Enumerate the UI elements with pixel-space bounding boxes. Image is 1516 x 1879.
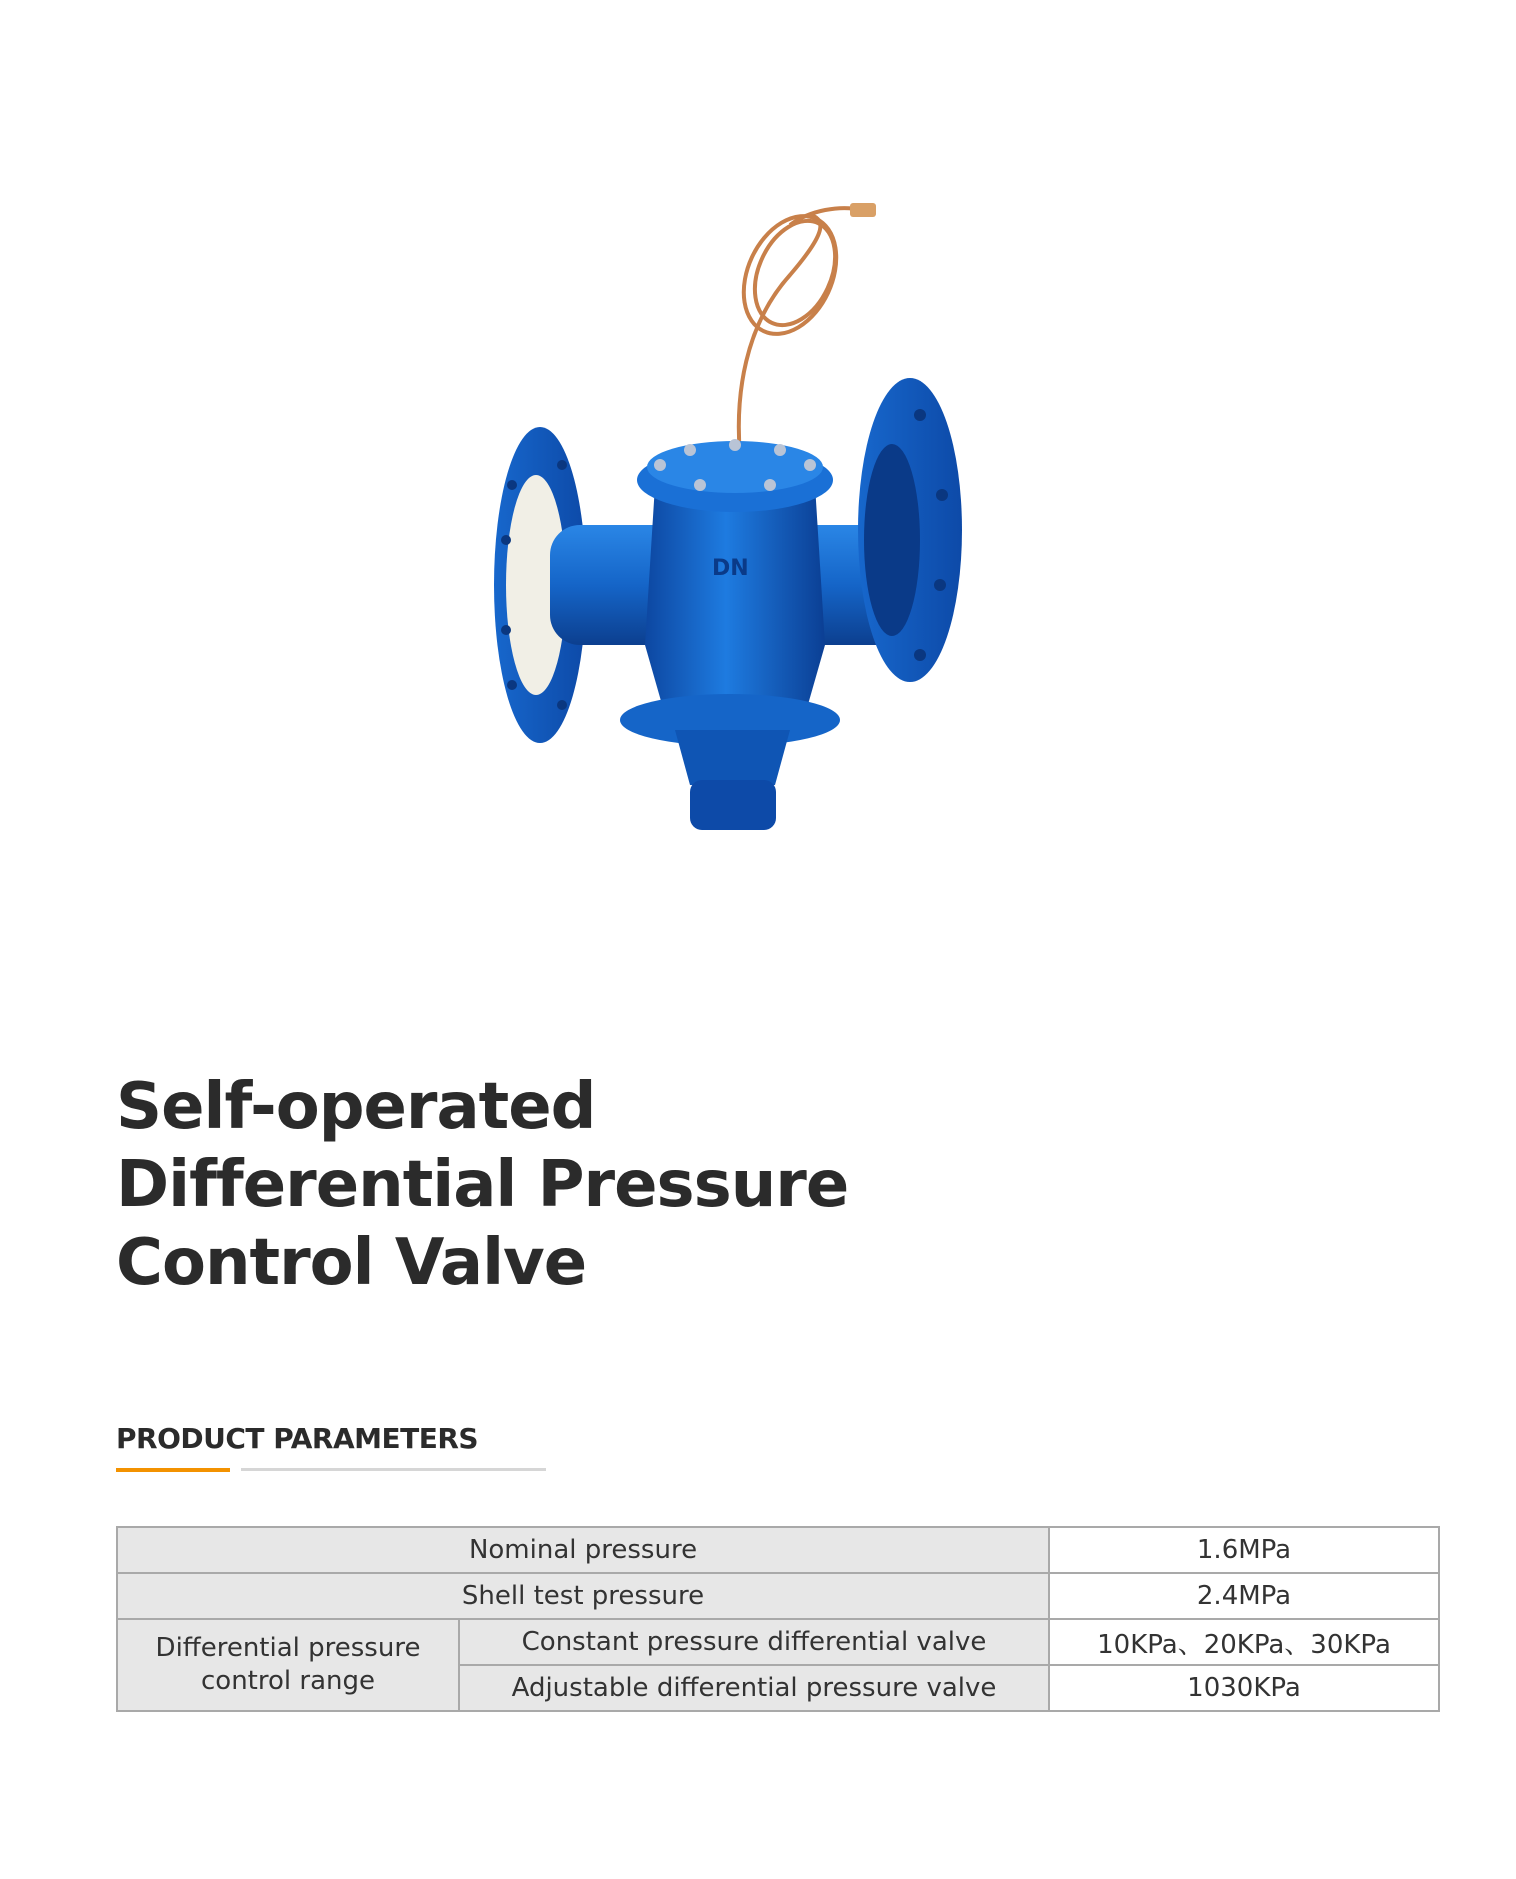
heading-grey-rule [241, 1468, 546, 1471]
group-label-line-2: control range [201, 1666, 375, 1696]
param-value: 2.4MPa [1049, 1573, 1439, 1619]
parameters-table [116, 1526, 1440, 1712]
valve-illustration [490, 195, 970, 835]
product-image [490, 195, 970, 835]
param-label: Shell test pressure [117, 1573, 1049, 1619]
title-line-3: Control Valve [116, 1226, 587, 1300]
table-row [117, 1619, 1439, 1665]
group-label-line-1: Differential pressure [155, 1633, 421, 1663]
param-value: 1.6MPa [1049, 1527, 1439, 1573]
section-heading: PRODUCT PARAMETERS [116, 1422, 479, 1455]
title-line-2: Differential Pressure [116, 1148, 849, 1222]
product-title [116, 1068, 1016, 1302]
bottom-cap [690, 780, 776, 830]
right-flange [858, 378, 962, 682]
param-label: Constant pressure differential valve [459, 1619, 1049, 1665]
param-value: 1030KPa [1049, 1665, 1439, 1711]
param-label: Nominal pressure [117, 1527, 1049, 1573]
body-marking: DN [712, 556, 749, 581]
tube-fitting [850, 203, 876, 217]
valve-body [645, 485, 825, 715]
title-line-1: Self-operated [116, 1070, 596, 1144]
param-label: Adjustable differential pressure valve [459, 1665, 1049, 1711]
capillary-tube [726, 201, 862, 455]
heading-accent-rule [116, 1468, 230, 1472]
group-label [117, 1619, 459, 1711]
table-row [117, 1527, 1439, 1573]
table-row [117, 1573, 1439, 1619]
param-value: 10KPa、20KPa、30KPa [1049, 1619, 1439, 1665]
